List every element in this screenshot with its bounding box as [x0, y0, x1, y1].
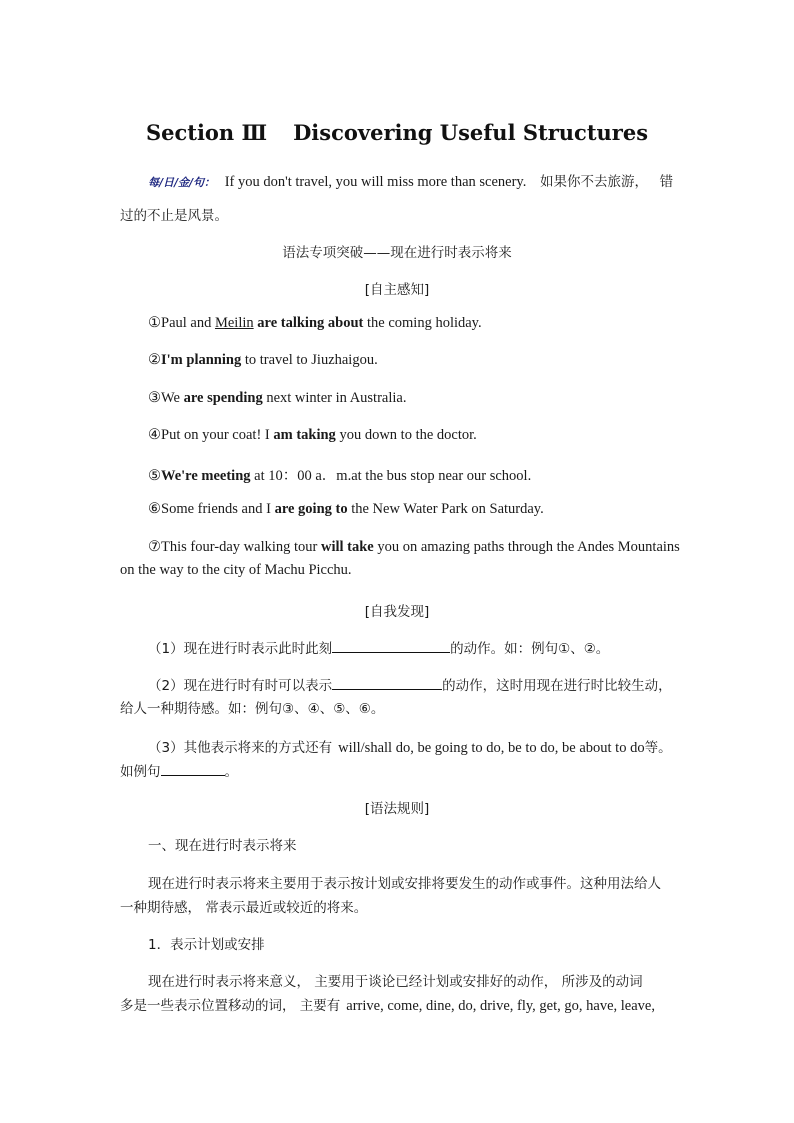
example-text: at 10：00 a．m.at the bus stop near our school. [250, 468, 532, 484]
example-text: Paul and [161, 315, 215, 331]
example-7-line2: on the way to the city of Machu Picchu. [120, 562, 352, 578]
example-1 [148, 315, 708, 332]
example-4 [148, 427, 708, 444]
example-text: you on amazing paths through the Andes Mountains [373, 539, 680, 555]
example-text: you down to the doctor. [335, 427, 477, 443]
daily-quote-tag: 每/日/金/句： [148, 176, 216, 189]
example-bold: am taking [273, 427, 336, 443]
discovery-2 [148, 674, 708, 694]
rule-1-paragraph: 现在进行时表示将来主要用于表示按计划或安排将要发生的动作或事件。这种用法给人 [148, 876, 661, 892]
example-3 [148, 390, 708, 407]
rule-2-heading: 1．表示计划或安排 [148, 937, 265, 953]
rule-2-paragraph: 现在进行时表示将来意义， 主要用于谈论已经计划或安排好的动作， 所涉及的动词 [148, 974, 643, 990]
heading-self-discovery: [自我发现] [364, 604, 430, 620]
daily-quote [148, 170, 708, 191]
rule-verb-list: arrive, come, dine, do, drive, fly, get, go, have, leave, [346, 998, 655, 1014]
example-number: ⑦ [148, 539, 161, 555]
example-7 [148, 539, 708, 556]
daily-quote-english: If you don't travel, you will miss more than scenery. [224, 174, 527, 190]
title-topic: Discovering Useful Structures [293, 120, 649, 145]
discovery-3-line2 [120, 760, 676, 780]
example-text: We [161, 390, 184, 406]
daily-quote-chinese: 如果你不去旅游， [540, 174, 648, 190]
example-text: Put on your coat! I [161, 427, 274, 443]
example-text: the coming holiday. [363, 315, 482, 331]
daily-quote-chinese-cont: 错 [659, 174, 674, 190]
rule-1-paragraph-line2: 一种期待感， 常表示最近或较近的将来。 [120, 900, 368, 916]
section-heading: 语法专项突破——现在进行时表示将来 [282, 245, 512, 261]
discovery-text: （2）现在进行时有时可以表示 [148, 678, 333, 694]
discovery-text: 。 [224, 764, 238, 780]
example-bold: are going to [274, 501, 348, 517]
heading-grammar-rules: [语法规则] [364, 801, 430, 817]
discovery-2-line2: 给人一种期待感。如：例句③、④、⑤、⑥。 [120, 701, 385, 717]
example-number: ⑥ [148, 501, 161, 517]
answer-blank[interactable] [161, 762, 225, 776]
example-bold: are talking about [257, 315, 364, 331]
rule-text: 多是一些表示位置移动的词， 主要有 [120, 998, 341, 1014]
answer-blank[interactable] [332, 639, 450, 653]
example-text: next winter in Australia. [262, 390, 407, 406]
example-text: Some friends and I [161, 501, 275, 517]
daily-quote-line2: 过的不止是风景。 [120, 208, 228, 224]
discovery-text: 如例句 [120, 764, 161, 780]
rule-1-heading: 一、现在进行时表示将来 [148, 838, 297, 854]
heading-self-perception: [自主感知] [364, 282, 430, 298]
example-number: ① [148, 315, 161, 331]
example-number: ③ [148, 390, 161, 406]
example-5 [148, 464, 708, 485]
example-number: ② [148, 352, 161, 368]
example-text: to travel to Jiuzhaigou. [241, 352, 378, 368]
discovery-text: （3）其他表示将来的方式还有 [148, 740, 333, 756]
example-bold: are spending [183, 390, 263, 406]
discovery-english: will/shall do, be going to do, be to do, be about to do [338, 740, 645, 756]
discovery-text: （1）现在进行时表示此时此刻 [148, 641, 333, 657]
example-text: the New Water Park on Saturday. [347, 501, 544, 517]
example-underlined-name: Meilin [214, 315, 254, 331]
discovery-text: 等。 [644, 740, 672, 756]
title-section: Section Ⅲ [145, 120, 268, 145]
rule-2-paragraph-line2 [120, 994, 676, 1015]
example-bold: We're meeting [161, 468, 251, 484]
discovery-3 [148, 736, 708, 757]
discovery-text: 的动作。如：例句①、②。 [450, 641, 610, 657]
example-bold: will take [320, 539, 374, 555]
example-2 [148, 352, 708, 369]
answer-blank[interactable] [332, 676, 442, 690]
example-text: This four-day walking tour [161, 539, 321, 555]
page-title [0, 120, 794, 145]
example-number: ⑤ [148, 468, 161, 484]
discovery-text: 的动作，这时用现在进行时比较生动， [442, 678, 672, 694]
example-6 [148, 501, 708, 518]
example-number: ④ [148, 427, 161, 443]
discovery-1 [148, 637, 708, 657]
example-bold: I'm planning [161, 352, 242, 368]
